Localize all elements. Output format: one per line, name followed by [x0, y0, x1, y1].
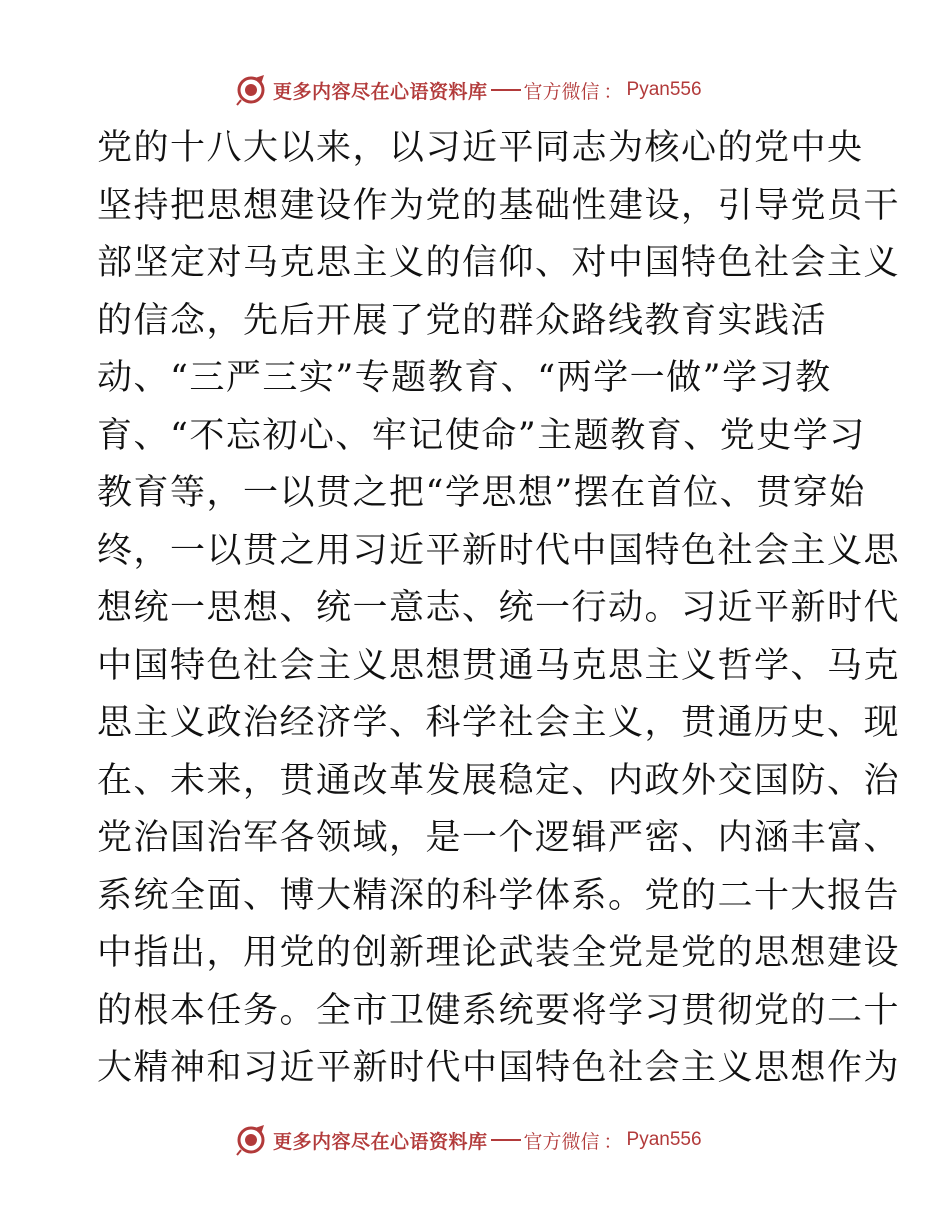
text-line: 动、“三严三实”专题教育、“两学一做”学习教	[97, 358, 832, 398]
banner-dash	[491, 1139, 521, 1141]
banner-slogan: 更多内容尽在心语资料库	[273, 80, 488, 103]
document-body	[97, 120, 901, 1098]
banner-wechat-id: Pyan556	[626, 1129, 702, 1150]
text-line: 教育等，一以贯之把“学思想”摆在首位、贯穿始	[97, 473, 866, 513]
text-line: 中指出，用党的创新理论武装全党是党的思想建设	[97, 933, 901, 973]
text-line: 中国特色社会主义思想贯通马克思主义哲学、马克	[97, 645, 901, 686]
text-line: 思主义政治经济学、科学社会主义，贯通历史、现	[97, 703, 901, 743]
text-line: 终，一以贯之用习近平新时代中国特色社会主义思	[97, 530, 901, 571]
banner-wechat-id: Pyan556	[626, 79, 702, 100]
text-line: 党治国治军各领域，是一个逻辑严密、内涵丰富、	[97, 818, 901, 858]
banner-slogan: 更多内容尽在心语资料库	[273, 1130, 488, 1153]
text-line: 党的十八大以来，以习近平同志为核心的党中央	[97, 128, 864, 168]
text-line: 的根本任务。全市卫健系统要将学习贯彻党的二十	[97, 990, 901, 1031]
text-line: 想统一思想、统一意志、统一行动。习近平新时代	[97, 588, 901, 628]
text-line: 部坚定对马克思主义的信仰、对中国特色社会主义	[97, 243, 901, 283]
pen-logo-icon	[235, 1124, 267, 1156]
header-banner	[235, 72, 702, 108]
text-line: 在、未来，贯通改革发展稳定、内政外交国防、治	[97, 760, 901, 801]
text-line: 系统全面、博大精深的科学体系。党的二十大报告	[97, 875, 901, 916]
banner-separator: ：	[603, 1130, 623, 1153]
text-line: 的信念，先后开展了党的群众路线教育实践活	[97, 300, 828, 341]
text-line: 大精神和习近平新时代中国特色社会主义思想作为	[97, 1048, 901, 1088]
text-line: 育、“不忘初心、牢记使命”主题教育、党史学习	[97, 415, 866, 456]
footer-banner	[235, 1122, 702, 1158]
banner-official-label: 官方微信	[523, 80, 600, 103]
banner-official-label: 官方微信	[523, 1130, 600, 1153]
pen-logo-icon	[235, 74, 267, 106]
banner-separator: ：	[603, 80, 623, 103]
text-line: 坚持把思想建设作为党的基础性建设，引导党员干	[97, 185, 901, 226]
banner-dash	[491, 89, 521, 91]
